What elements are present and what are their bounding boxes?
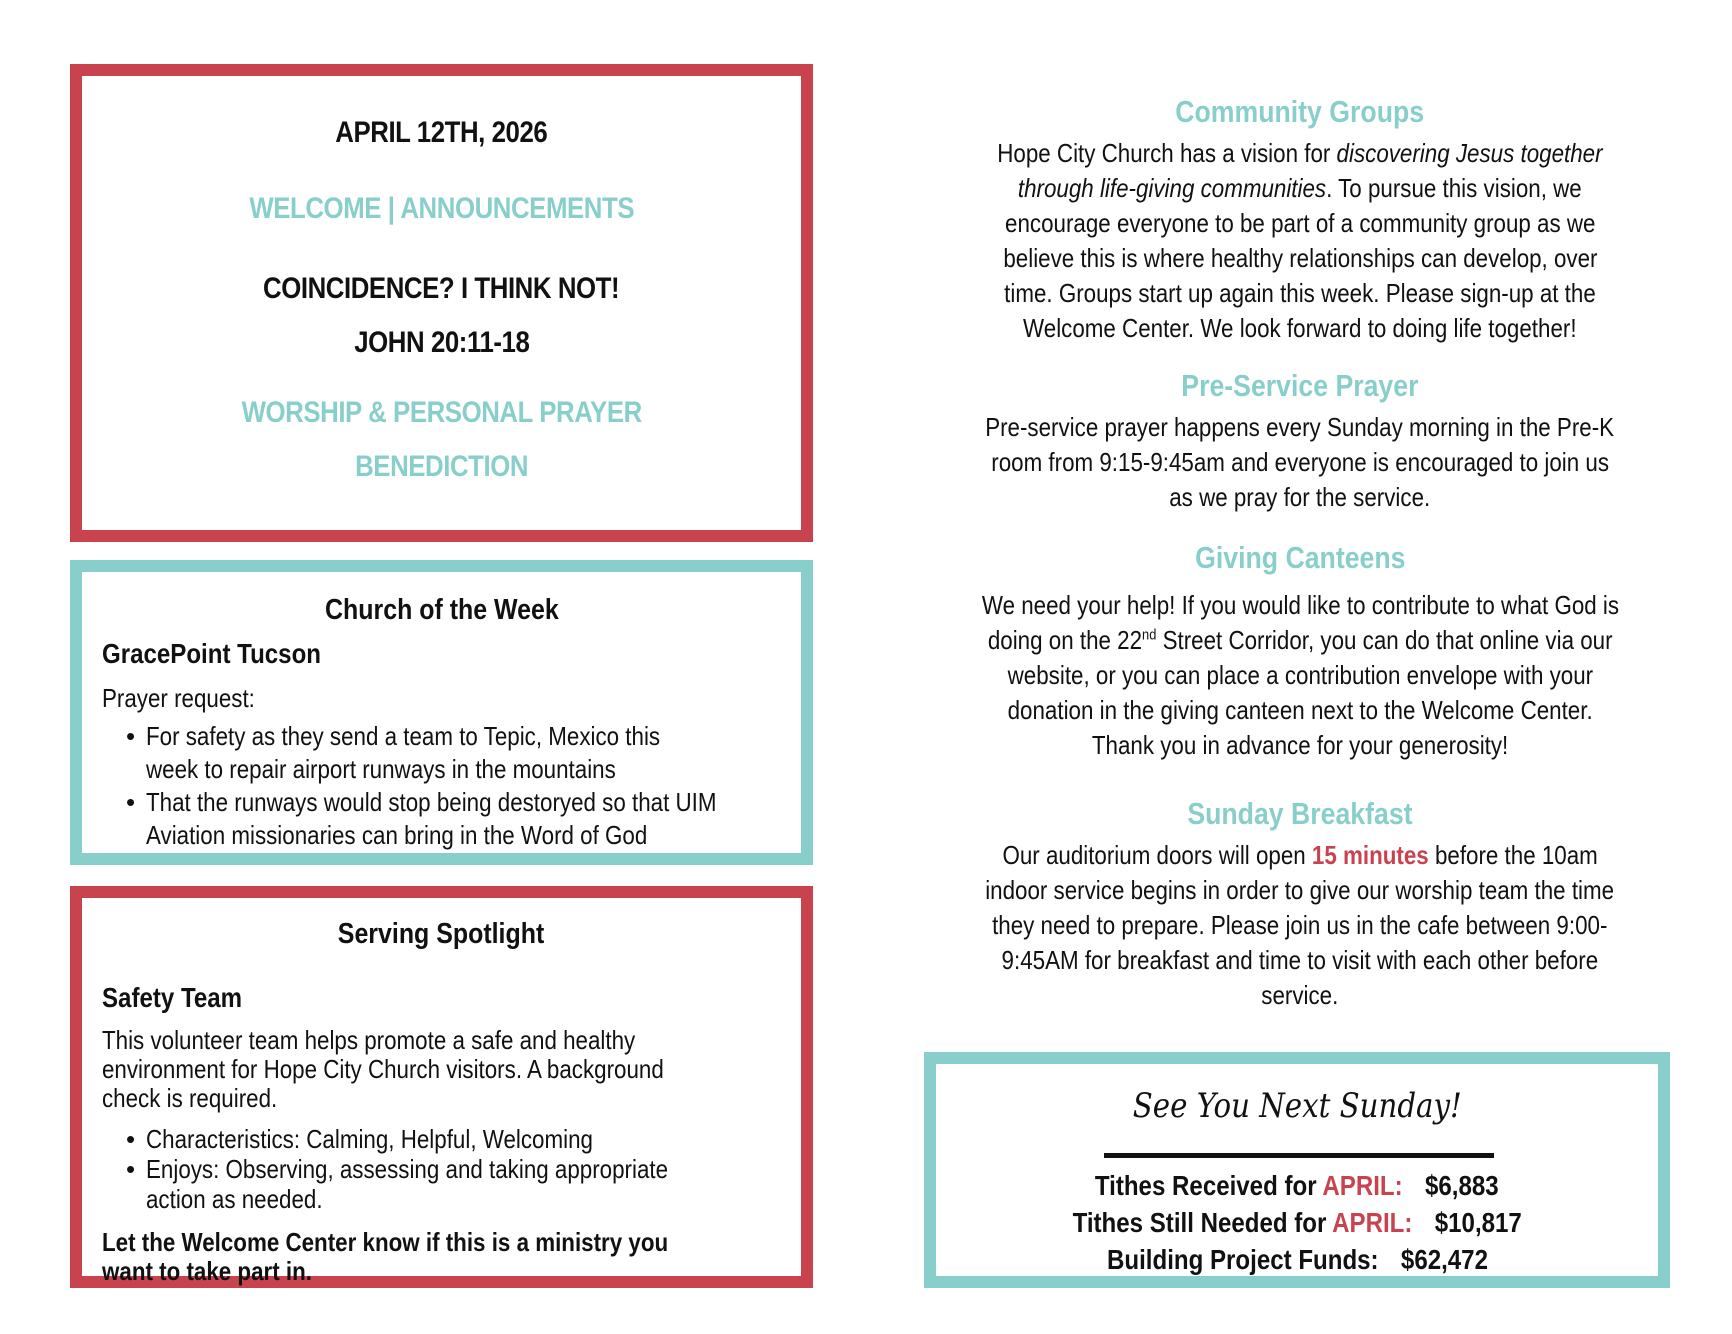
list-item — [102, 786, 793, 852]
cta-line: Let the Welcome Center know if this is a ministry you — [102, 1227, 669, 1257]
body-line: service. — [1261, 980, 1339, 1010]
sunday-breakfast-title-text: Sunday Breakfast — [1187, 796, 1413, 831]
serving-call-to-action — [102, 1228, 802, 1286]
body-line: indoor service begins in order to give our worship team the time — [985, 875, 1615, 905]
team-description — [102, 1026, 792, 1113]
tithes-amount: $6,883 — [1425, 1170, 1499, 1201]
tithes-label: Tithes Still Needed for — [1072, 1207, 1332, 1238]
welcome-announcements — [82, 192, 801, 226]
scripture-text: JOHN 20:11-18 — [353, 326, 530, 359]
order-of-service-box — [70, 64, 813, 542]
giving-canteens-section — [920, 540, 1680, 763]
body-line: as we pray for the service. — [1169, 482, 1431, 512]
body-italic-text: through life-giving communities — [1018, 173, 1327, 203]
church-of-week-title-text: Church of the Week — [324, 594, 559, 626]
tithes-row-content — [1095, 1170, 1499, 1202]
see-you-heading-text: See You Next Sunday! — [1132, 1086, 1462, 1126]
benediction-text: BENEDICTION — [354, 450, 529, 483]
body-line: 9:45AM for breakfast and time to visit with each other before — [1001, 945, 1599, 975]
description-line: environment for Hope City Church visitors. A background — [102, 1054, 664, 1084]
body-text: Our auditorium doors will open — [1002, 840, 1312, 870]
body-line: time. Groups start up again this week. Please sign-up at the — [1004, 278, 1596, 308]
team-name — [102, 982, 265, 1014]
church-name — [102, 638, 357, 670]
community-groups-title-text: Community Groups — [1175, 94, 1425, 129]
community-groups-title — [920, 94, 1680, 130]
tithes-row — [936, 1244, 1658, 1276]
serving-spotlight-title — [82, 918, 801, 951]
service-date — [82, 116, 801, 150]
bullet-icon: • — [126, 721, 136, 751]
list-item-line: Characteristics: Calming, Helpful, Welcoming — [146, 1124, 593, 1154]
see-you-heading — [936, 1086, 1658, 1126]
welcome-text: WELCOME | ANNOUNCEMENTS — [249, 192, 634, 225]
serving-spotlight-title-text: Serving Spotlight — [338, 918, 545, 950]
giving-canteens-title-text: Giving Canteens — [1194, 540, 1406, 575]
tithes-amount: $62,472 — [1400, 1244, 1488, 1275]
body-italic-text: discovering Jesus together — [1336, 138, 1603, 168]
list-item-line: Enjoys: Observing, assessing and taking appropriate — [146, 1154, 669, 1184]
tithes-month: APRIL: — [1322, 1170, 1403, 1201]
bullet-icon: • — [126, 1154, 136, 1184]
list-item-line: That the runways would stop being destoryed so that UIM — [146, 787, 717, 817]
sermon-title — [82, 272, 801, 306]
body-line: website, or you can place a contribution envelope with your — [1007, 660, 1593, 690]
tithes-amount: $10,817 — [1434, 1207, 1522, 1238]
pre-service-prayer-body — [920, 410, 1680, 515]
giving-canteens-title — [920, 540, 1680, 576]
giving-canteens-body — [920, 588, 1680, 763]
body-text: Street Corridor, you can do that online via our — [1156, 625, 1613, 655]
prayer-request-list — [102, 720, 793, 852]
divider — [1104, 1153, 1494, 1158]
pre-service-prayer-title — [920, 368, 1680, 404]
pre-service-prayer-title-text: Pre-Service Prayer — [1181, 368, 1419, 403]
prayer-request-label — [102, 683, 280, 714]
body-line: Welcome Center. We look forward to doing life together! — [1023, 313, 1577, 343]
body-text: doing on the 22 — [987, 625, 1142, 655]
body-line: they need to prepare. Please join us in the cafe between 9:00- — [992, 910, 1608, 940]
bullet-icon: • — [126, 787, 136, 817]
sermon-title-text: COINCIDENCE? I THINK NOT! — [263, 272, 620, 305]
tithes-row-content — [1072, 1207, 1521, 1239]
body-line: Pre-service prayer happens every Sunday morning in the Pre-K — [985, 412, 1615, 442]
list-item — [102, 1154, 793, 1214]
body-line — [1018, 171, 1582, 206]
body-line: believe this is where healthy relationships can develop, over — [1002, 243, 1598, 273]
serving-spotlight-box — [70, 886, 813, 1288]
prayer-request-label-text: Prayer request: — [102, 683, 255, 713]
list-item-line: week to repair airport runways in the mountains — [146, 754, 616, 784]
tithes-box — [924, 1052, 1670, 1288]
tithes-row — [936, 1207, 1658, 1239]
tithes-label: Building Project Funds: — [1106, 1244, 1379, 1275]
body-line: room from 9:15-9:45am and everyone is encouraged to join us — [991, 447, 1609, 477]
worship-text: WORSHIP & PERSONAL PRAYER — [241, 396, 642, 429]
body-line: Thank you in advance for your generosity! — [1091, 730, 1509, 760]
body-line — [997, 136, 1602, 171]
cta-line: want to take part in. — [102, 1256, 312, 1286]
team-traits-list — [102, 1124, 793, 1214]
description-line: This volunteer team helps promote a safe and healthy — [102, 1025, 636, 1055]
highlight-text: 15 minutes — [1311, 840, 1429, 870]
sunday-breakfast-title — [920, 796, 1680, 832]
body-line: donation in the giving canteen next to the Welcome Center. — [1007, 695, 1593, 725]
list-item-line: action as needed. — [146, 1184, 323, 1214]
worship-prayer — [82, 396, 801, 430]
community-groups-body — [920, 136, 1680, 346]
church-of-week-title — [82, 594, 801, 627]
list-item-line: Aviation missionaries can bring in the Word of God — [146, 820, 648, 850]
list-item — [102, 720, 793, 786]
pre-service-prayer-section — [920, 368, 1680, 515]
tithes-label: Tithes Received for — [1095, 1170, 1323, 1201]
bullet-icon: • — [126, 1124, 136, 1154]
list-item — [102, 1124, 793, 1154]
community-groups-section — [920, 94, 1680, 346]
scripture-reference — [82, 326, 801, 360]
body-line — [1002, 838, 1597, 873]
tithes-row — [936, 1170, 1658, 1202]
sunday-breakfast-body — [920, 838, 1680, 1013]
body-line: encourage everyone to be part of a community group as we — [1004, 208, 1596, 238]
description-line: check is required. — [102, 1083, 278, 1113]
ordinal-suffix: nd — [1141, 626, 1157, 644]
body-text: Hope City Church has a vision for — [997, 138, 1337, 168]
list-item-line: For safety as they send a team to Tepic, Mexico this — [146, 721, 661, 751]
body-line — [988, 623, 1613, 658]
benediction — [82, 450, 801, 484]
sunday-breakfast-section — [920, 796, 1680, 1013]
church-name-text: GracePoint Tucson — [102, 638, 321, 669]
body-text: before the 10am — [1428, 840, 1598, 870]
tithes-row-content — [1107, 1244, 1488, 1276]
service-date-text: APRIL 12TH, 2026 — [335, 116, 548, 149]
body-text: . To pursue this vision, we — [1326, 173, 1582, 203]
church-of-week-box — [70, 560, 813, 865]
body-line: We need your help! If you would like to contribute to what God is — [981, 590, 1619, 620]
team-name-text: Safety Team — [102, 982, 243, 1013]
tithes-month: APRIL: — [1331, 1207, 1413, 1238]
